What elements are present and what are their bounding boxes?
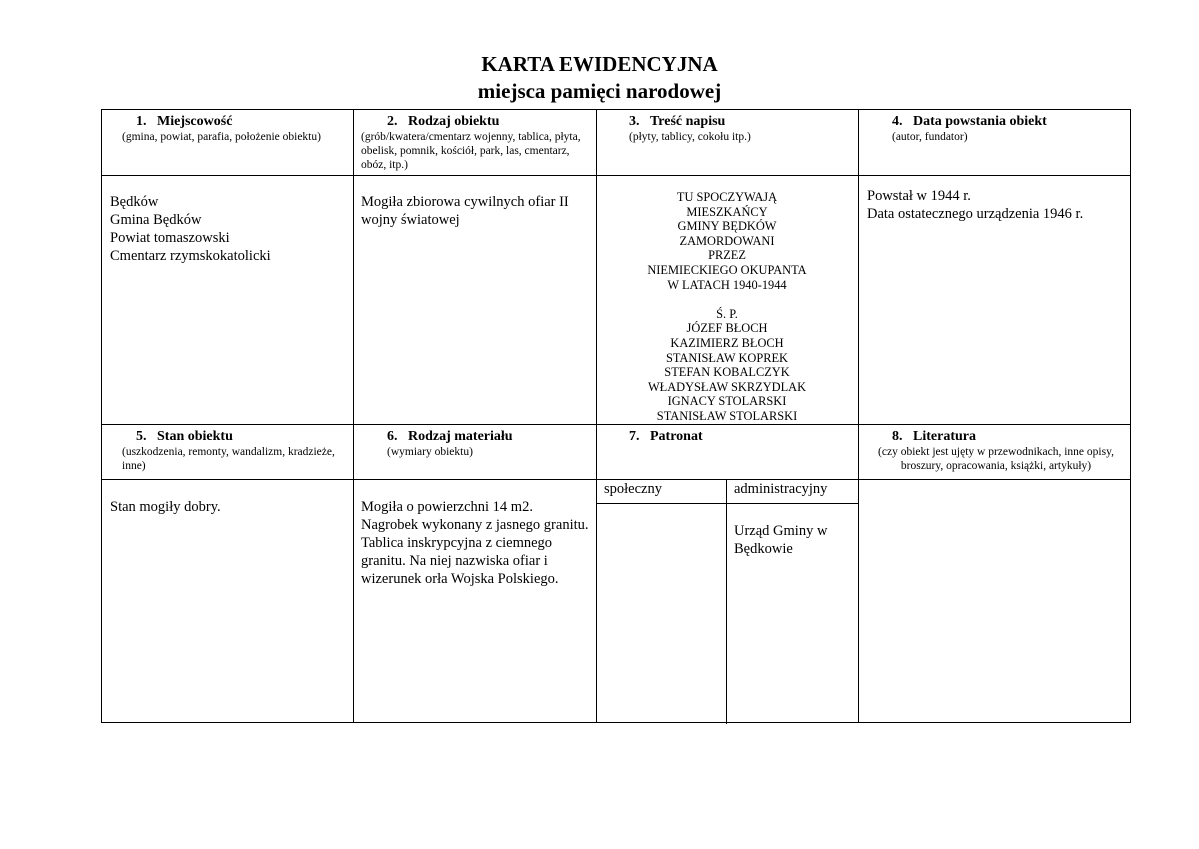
inscription-line: TU SPOCZYWAJĄ: [676, 190, 778, 204]
inscription-name: WŁADYSŁAW SKRZYDLAK: [647, 379, 807, 394]
header-sub: (wymiary obiektu): [387, 446, 473, 458]
header-date: [892, 113, 1127, 144]
location-line: Będków: [110, 194, 159, 210]
inscription-line: W LATACH 1940-1944: [667, 277, 787, 292]
header-label: Rodzaj materiału: [408, 429, 513, 444]
header-sub: (gmina, powiat, parafia, położenie obiektu): [122, 131, 321, 143]
header-label: Patronat: [650, 429, 703, 444]
header-number: 2.: [387, 114, 398, 129]
patronage-column-divider: [726, 479, 727, 724]
header-location: [122, 113, 347, 144]
inscription-name: KAZIMIERZ BŁOCH: [670, 335, 784, 350]
location-line: Cmentarz rzymskokatolicki: [110, 248, 271, 264]
inscription-name: IGNACY STOLARSKI: [667, 394, 787, 409]
header-object-type: [361, 113, 593, 172]
location-line: Powiat tomaszowski: [110, 230, 230, 246]
card-subtitle: miejsca pamięci narodowej: [477, 79, 722, 103]
patronage-admin-label: administracyjny: [734, 481, 828, 497]
header-label: Treść napisu: [650, 114, 726, 129]
header-sub: (płyty, tablicy, cokołu itp.): [629, 131, 751, 143]
inscription-cell: [596, 190, 858, 424]
patronage-row-divider: [596, 503, 858, 504]
header-label: Miejscowość: [157, 114, 233, 129]
inscription-line: ZAMORDOWANI: [679, 233, 775, 248]
condition-text: Stan mogiły dobry.: [110, 499, 221, 515]
row-divider: [102, 175, 1130, 176]
header-label: Rodzaj obiektu: [408, 114, 500, 129]
header-inscription: [629, 113, 854, 144]
header-literature: [862, 428, 1130, 473]
inscription-name: STEFAN KOBALCZYK: [664, 365, 790, 380]
patronage-social-label: społeczny: [604, 481, 662, 497]
inscription-line: PRZEZ: [708, 248, 746, 263]
material-text: Mogiła o powierzchni 14 m2. Nagrobek wykonany z jasnego granitu. Tablica inskrypcyjna z ciemnego granitu. Na niej nazwiska ofiar i wizerunek orła Wojska Polskiego.: [361, 499, 589, 587]
header-number: 7.: [629, 429, 640, 444]
object-type-cell: [361, 193, 593, 229]
material-cell: [361, 498, 593, 588]
record-table: [101, 109, 1131, 723]
condition-cell: [110, 498, 350, 516]
header-sub: (czy obiekt jest ujęty w przewodnikach, inne opisy, broszury, opracowania, książki, artykuły): [878, 446, 1114, 472]
date-line: Powstał w 1944 r.: [867, 188, 971, 204]
inscription-line: NIEMIECKIEGO OKUPANTA: [647, 262, 807, 277]
inscription-line: MIESZKAŃCY: [686, 204, 768, 219]
header-number: 3.: [629, 114, 640, 129]
header-condition: [122, 428, 347, 473]
header-number: 1.: [136, 114, 147, 129]
header-number: 8.: [892, 429, 903, 444]
header-number: 4.: [892, 114, 903, 129]
column-divider: [353, 110, 354, 722]
header-label: Literatura: [913, 429, 976, 444]
inscription-name: STANISŁAW KOPREK: [665, 350, 789, 365]
object-type-text: Mogiła zbiorowa cywilnych ofiar II wojny światowej: [361, 194, 569, 228]
patronage-admin-value: Urząd Gminy w Będkowie: [734, 523, 828, 557]
header-sub: (uszkodzenia, remonty, wandalizm, kradzieże, inne): [122, 446, 335, 472]
inscription-name: Ś. P.: [716, 306, 738, 321]
header-label: Data powstania obiekt: [913, 114, 1047, 129]
card-title: KARTA EWIDENCYJNA: [481, 52, 718, 76]
column-divider: [858, 110, 859, 722]
date-line: Data ostatecznego urządzenia 1946 r.: [867, 206, 1084, 222]
header-number: 6.: [387, 429, 398, 444]
inscription-name: STANISŁAW STOLARSKI: [656, 408, 798, 423]
header-patronage: [629, 428, 854, 445]
location-line: Gmina Będków: [110, 212, 202, 228]
location-cell: [110, 193, 350, 265]
header-label: Stan obiektu: [157, 429, 233, 444]
header-sub: (grób/kwatera/cmentarz wojenny, tablica, płyta, obelisk, pomnik, kościół, park, las, cmentarz, obóz, itp.): [361, 131, 581, 171]
header-material: [387, 428, 592, 459]
row-divider: [102, 424, 1130, 425]
inscription-line: GMINY BĘDKÓW: [677, 219, 777, 234]
header-number: 5.: [136, 429, 147, 444]
date-cell: [867, 187, 1129, 223]
inscription-name: JÓZEF BŁOCH: [686, 321, 768, 336]
header-sub: (autor, fundator): [892, 131, 968, 143]
